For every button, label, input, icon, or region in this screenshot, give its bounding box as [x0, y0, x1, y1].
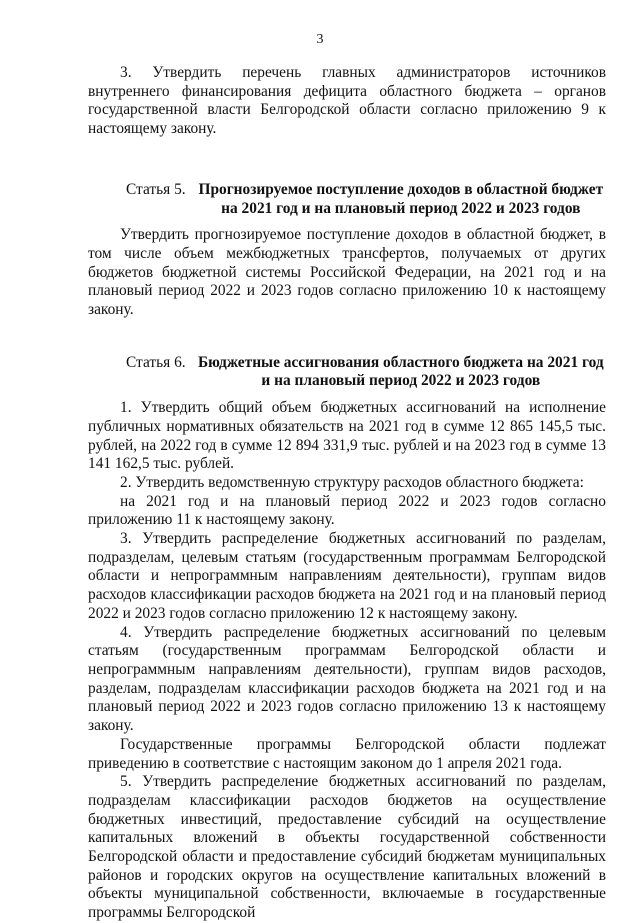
article-5-label: Статья 5.: [126, 180, 186, 198]
article-5-title: Прогнозируемое поступление доходов в областной бюджет на 2021 год и на плановый период 2022 и 2023 годов: [198, 180, 604, 217]
article-6-para-4: 4. Утвердить распределение бюджетных ассигнований по целевым статьям (государственным программам Белгородской области и непрограммным направлениям деятельности), группам видов расходов, разделам, подразделам классификации расходов бюджета на 2021 год и на плановый период 2022 и 2023 годов согласно приложению 13 к настоящему закону.: [88, 623, 606, 735]
article-5-text: Утвердить прогнозируемое поступление доходов в областной бюджет, в том числе объем межбюджетных трансфертов, получаемых от других бюджетов бюджетной системы Российской Федерации, на 2021 год и на плановый период 2022 и 2023 годов согласно приложению 10 к настоящему закону.: [88, 226, 606, 319]
article-5-heading: [88, 181, 606, 218]
article-6-heading: [88, 354, 606, 391]
article-6-para-5: 5. Утвердить распределение бюджетных ассигнований по разделам, подразделам классификации расходов бюджетов на осуществление бюджетных инвестиций, предоставление субсидий на осуществление капитальных вложений в объекты государственной собственности Белгородской области и предоставление субсидий бюджетам муниципальных районов и городских округов на осуществление капитальных вложений в объекты муниципальной собственности, включаемые в государственные программы Белгородской: [88, 773, 606, 922]
article-6-para-2-cont: на 2021 год и на плановый период 2022 и 2023 годов согласно приложению 11 к настоящему закону.: [88, 492, 606, 529]
paragraph-3-1: 3. Утвердить перечень главных администраторов источников внутреннего финансирования дефицита областного бюджета – органов государственной власти Белгородской области согласно приложению 9 к настоящему закону.: [88, 64, 606, 138]
article-6-para-4-note: Государственные программы Белгородской области подлежат приведению в соответствие с настоящим законом до 1 апреля 2021 года.: [88, 735, 606, 772]
article-6-label: Статья 6.: [126, 353, 186, 371]
page-content: [88, 64, 606, 923]
article-6-para-2: 2. Утвердить ведомственную структуру расходов областного бюджета:: [120, 473, 584, 491]
article-6-para-1: 1. Утвердить общий объем бюджетных ассигнований на исполнение публичных нормативных обязательств на 2021 год в сумме 12 865 145,5 тыс. рублей, на 2022 год в сумме 12 894 331,9 тыс. рублей и на 2023 год в сумме 13 141 162,5 тыс. рублей.: [88, 399, 606, 473]
article-6-para-3: 3. Утвердить распределение бюджетных ассигнований по разделам, подразделам, целевым статьям (государственным программам Белгородской области и непрограммным направлениям деятельности), группам видов расходов классификации расходов бюджета на 2021 год и на плановый период 2022 и 2023 годов согласно приложению 12 к настоящему закону.: [88, 530, 606, 622]
page-number: 3: [316, 32, 324, 47]
article-6-title: Бюджетные ассигнования областного бюджета на 2021 год и на плановый период 2022 и 2023 годов: [198, 353, 604, 390]
